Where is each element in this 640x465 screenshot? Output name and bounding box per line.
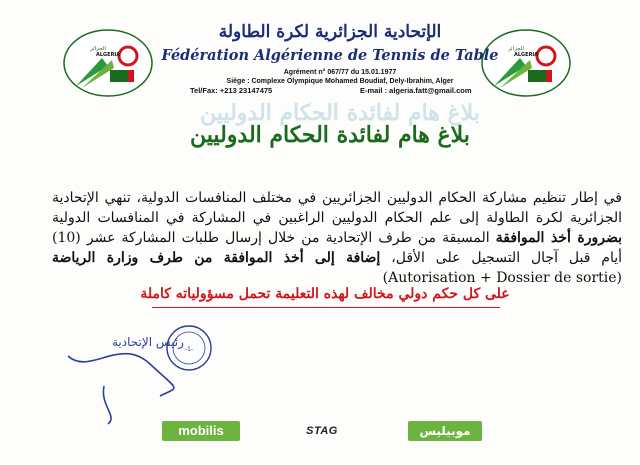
body-bold-1: بضرورة أخذ الموافقة [495,230,622,246]
logo-right-ar: الجزائر [508,46,524,52]
body-text-3: (Autorisation + Dossier de sortie) [382,270,622,286]
agrement-text: Agrément n° 067/77 du 15.01.1977 [283,69,397,76]
warning-text: على كل حكم دولي مخالف لهذه التعليمة تحمل مسؤولياته كاملة [140,286,510,302]
logo-right-text: ALGERIA [514,52,539,58]
signature [60,316,200,426]
sponsor-mobilis-ar: موبيليس [408,421,482,441]
signature-text: رئيس الإتحادية [112,335,184,349]
logo-left-ar: الجزائر [90,46,106,52]
document-title: بلاغ هام لفائدة الحكام الدوليين [190,122,470,148]
sponsor-stag: STAG [306,425,338,437]
stamp-text: -1- [184,346,194,353]
sponsor-mobilis: mobilis [162,421,240,441]
logo-left-text: ALGERIA [96,52,121,58]
warning-underline [152,307,500,308]
body-bold-2: إضافة إلى أخذ الموافقة من طرف وزارة الرياضة [52,250,381,266]
telfax: Tel/Fax: +213 23147475 [190,86,273,95]
federation-name-ar: الإتحادية الجزائرية لكرة الطاولة [218,22,442,42]
body-text-1: في إطار تنظيم مشاركة الحكام الدوليين الجزائريين في مختلف المنافسات الدولية، تنهي الإتحادية الجزائرية لكرة الطاولة إلى علم الحكام الدوليين الراغبين في المشاركة في المنافسات الدولية [52,190,622,226]
federation-logo-left [62,26,154,100]
body-text-2: المسبقة من طرف الإتحادية من خلال إرسال طلبات المشاركة عشر (10) أيام قبل آجال التسجيل على الأقل، [52,230,622,266]
email: E-mail : algeria.fatt@gmail.com [360,86,472,95]
document-body [52,188,622,288]
title-watermark: بلاغ هام لفائدة الحكام الدوليين [200,100,480,126]
siege-address: Siège : Complexe Olympique Mohamed Boudiaf, Dely-Ibrahim, Alger [226,78,454,85]
federation-name-fr: Fédération Algérienne de Tennis de Table [161,47,499,64]
